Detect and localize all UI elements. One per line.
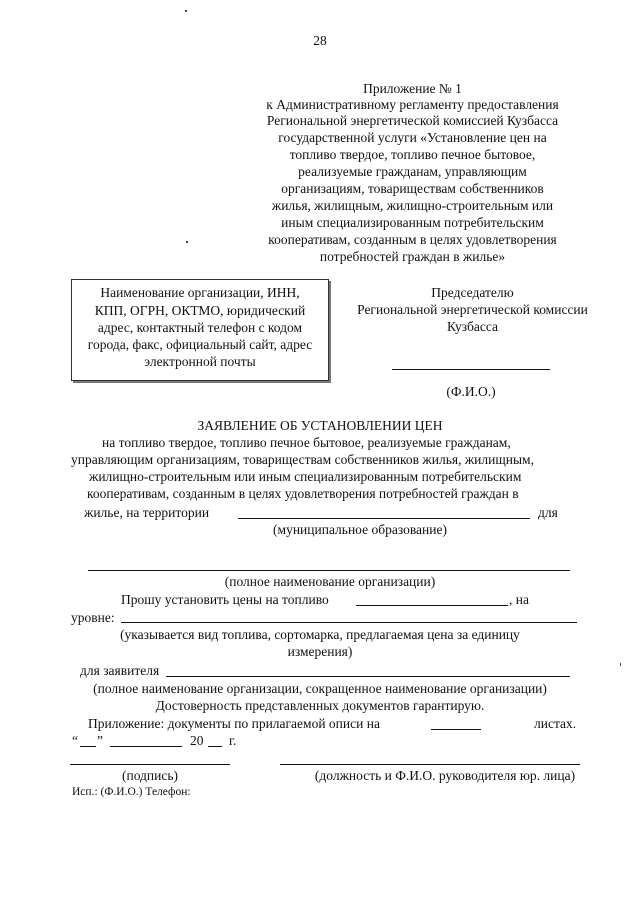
appendix-title: Приложение № 1 bbox=[363, 81, 462, 96]
signature-caption: (подпись) bbox=[121, 768, 179, 783]
level-field bbox=[121, 622, 577, 623]
org-box-line: КПП, ОГРН, ОКТМО, юридический bbox=[94, 303, 306, 318]
date-year-field bbox=[208, 746, 222, 747]
statement-title: ЗАЯВЛЕНИЕ ОБ УСТАНОВЛЕНИИ ЦЕН bbox=[197, 418, 443, 433]
guarantee-text: Достоверность представленных документов гарантирую. bbox=[155, 698, 485, 713]
addressee-line: Председателю bbox=[431, 285, 514, 300]
position-caption: (должность и Ф.И.О. руководителя юр. лица) bbox=[314, 768, 576, 783]
fuel-request-label: Прошу установить цены на топливо bbox=[121, 592, 329, 607]
organization-requisites-box bbox=[71, 279, 329, 381]
level-label: уровне: bbox=[71, 610, 115, 625]
date-year-prefix: 20 bbox=[190, 733, 204, 748]
attachment-pages-field bbox=[431, 729, 481, 730]
date-year-suffix: г. bbox=[229, 733, 237, 748]
organization-caption: (полное наименование организации) bbox=[224, 574, 436, 589]
date-month-field bbox=[110, 746, 182, 747]
statement-line: на топливо твердое, топливо печное бытовое, реализуемые гражданам, bbox=[102, 435, 511, 450]
org-box-line: адрес, контактный телефон с кодом bbox=[97, 320, 303, 335]
appendix-line: государственной услуги «Установление цен на bbox=[278, 130, 547, 145]
page-number: 28 bbox=[313, 33, 327, 48]
addressee-line: Региональной энергетической комиссии bbox=[357, 302, 588, 317]
fuel-suffix: , на bbox=[509, 592, 529, 607]
statement-line: управляющим организациям, товариществам собственников жилья, жилищным, bbox=[71, 452, 534, 467]
appendix-line: к Административному регламенту предоставления bbox=[266, 97, 559, 112]
date-day-field bbox=[80, 746, 96, 747]
org-box-line: города, факс, официальный сайт, адрес bbox=[87, 337, 313, 352]
fio-signature-line bbox=[392, 369, 550, 370]
applicant-label: для заявителя bbox=[80, 663, 160, 678]
date-open-quote: “ bbox=[72, 733, 78, 748]
organization-name-field bbox=[88, 570, 570, 571]
applicant-field bbox=[166, 676, 570, 677]
signature-line bbox=[70, 764, 230, 765]
appendix-line: потребностей граждан в жилье» bbox=[319, 249, 506, 264]
date-close-quote: ” bbox=[97, 733, 103, 748]
territory-label: жилье, на территории bbox=[84, 505, 210, 520]
attachment-label: Приложение: документы по прилагаемой описи на bbox=[88, 716, 380, 731]
addressee-line: Кузбасса bbox=[446, 319, 499, 334]
attachment-suffix: листах. bbox=[534, 716, 577, 731]
fuel-caption: измерения) bbox=[287, 644, 353, 659]
scan-speck bbox=[185, 10, 187, 12]
org-box-line: электронной почты bbox=[144, 354, 256, 369]
territory-suffix: для bbox=[538, 505, 558, 520]
appendix-line: организациям, товариществам собственников bbox=[281, 181, 544, 196]
municipal-caption: (муниципальное образование) bbox=[273, 522, 447, 537]
appendix-line: топливо твердое, топливо печное бытовое, bbox=[289, 147, 536, 162]
scan-speck bbox=[186, 241, 188, 243]
applicant-caption: (полное наименование организации, сокращенное наименование организации) bbox=[93, 681, 547, 696]
appendix-line: жилья, жилищным, жилищно-строительным или bbox=[271, 198, 554, 213]
org-box-line: Наименование организации, ИНН, bbox=[100, 285, 300, 300]
appendix-line: Региональной энергетической комиссией Кузбасса bbox=[266, 113, 559, 128]
fuel-field bbox=[356, 605, 508, 606]
executor-info: Исп.: (Ф.И.О.) Телефон: bbox=[72, 786, 191, 798]
appendix-line: реализуемые гражданам, управляющим bbox=[298, 164, 527, 179]
statement-line: кооперативам, созданным в целях удовлетворения потребностей граждан в bbox=[87, 486, 519, 501]
scan-speck bbox=[620, 663, 621, 666]
position-name-line bbox=[280, 764, 580, 765]
appendix-line: кооперативам, созданным в целях удовлетворения bbox=[268, 232, 557, 247]
fuel-caption: (указывается вид топлива, сортомарка, предлагаемая цена за единицу bbox=[120, 627, 520, 642]
fio-caption: (Ф.И.О.) bbox=[446, 384, 496, 399]
territory-field bbox=[238, 518, 530, 519]
appendix-line: иным специализированным потребительским bbox=[281, 215, 544, 230]
statement-line: жилищно-строительным или иным специализированным потребительским bbox=[89, 469, 522, 484]
